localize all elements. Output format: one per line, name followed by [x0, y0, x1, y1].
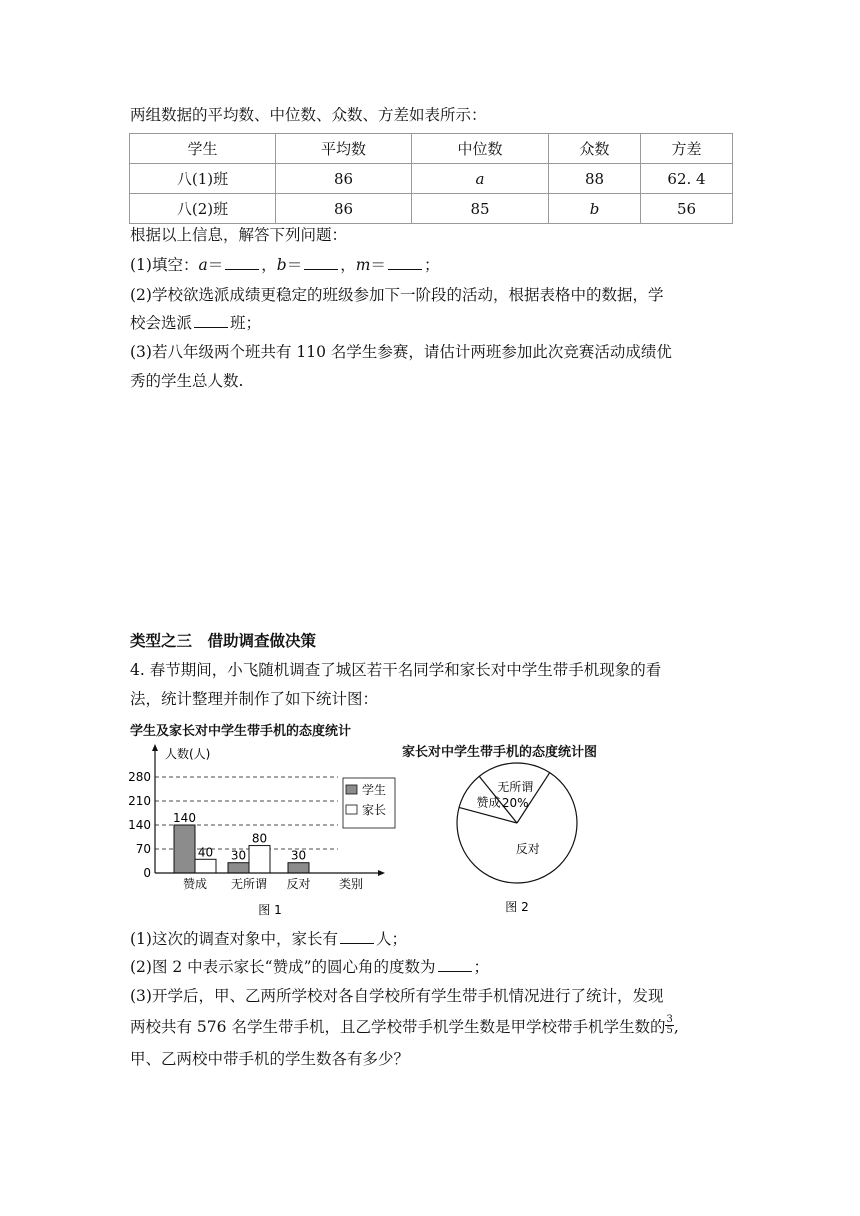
bar-value-label: 40 [197, 845, 214, 860]
answer-blank[interactable] [194, 313, 228, 328]
pie-slice-label: 赞成 [476, 795, 501, 810]
problem-4-line-1: 4. 春节期间，小飞随机调查了城区若干名同学和家长对中学生带手机现象的看 [130, 661, 662, 679]
fraction-denominator: 5 [666, 1024, 673, 1036]
bar [174, 825, 195, 873]
pie-chart [445, 760, 595, 920]
pie-slice-label: 反对 [515, 842, 540, 857]
bar [195, 859, 216, 873]
x-tick-label: 反对 [286, 877, 311, 891]
table-cell: 88 [549, 164, 641, 194]
question-4-3-line-3: 甲、乙两校中带手机的学生数各有多少？ [130, 1050, 410, 1068]
q1-prefix: (1)填空： [130, 256, 199, 274]
pie-slice-label: 无所谓 [497, 780, 534, 795]
question-4-3-line-1: (3)开学后，甲、乙两所学校对各自学校所有学生带手机情况进行了统计，发现 [130, 987, 664, 1005]
y-tick-label: 70 [135, 842, 151, 856]
table-row [130, 164, 733, 194]
question-4-1 [130, 928, 407, 950]
figure-1-caption: 图 1 [258, 903, 282, 917]
figure-2-caption: 图 2 [505, 900, 529, 914]
question-4-3-line-2 [130, 1013, 679, 1039]
x-tick-label: 赞成 [182, 877, 208, 891]
table-header: 方差 [641, 134, 733, 164]
bar [249, 846, 270, 873]
pie-chart-title: 家长对中学生带手机的态度统计图 [402, 745, 598, 760]
pie-slice-value-label: 20% [501, 796, 529, 811]
intro-text: 两组数据的平均数、中位数、众数、方差如表所示： [130, 106, 487, 124]
table-cell: 86 [276, 164, 412, 194]
y-axis-arrow-icon [152, 744, 158, 751]
y-axis-label: 人数(人) [165, 747, 211, 761]
table-header: 中位数 [412, 134, 549, 164]
table-cell: 86 [276, 194, 412, 224]
bar-value-label: 30 [290, 848, 307, 863]
table-header: 众数 [549, 134, 641, 164]
table-cell: b [549, 194, 641, 224]
q4-3-text: 两校共有 576 名学生带手机，且乙学校带手机学生数是甲学校带手机学生数的 [130, 1018, 666, 1036]
answer-blank[interactable] [438, 957, 472, 972]
answer-blank[interactable] [388, 255, 422, 270]
bar-value-label: 80 [251, 831, 268, 846]
legend-label-parent: 家长 [362, 803, 387, 817]
separator: ， [261, 256, 277, 274]
table-header: 平均数 [276, 134, 412, 164]
table-cell: 62. 4 [641, 164, 733, 194]
question-4-2 [130, 956, 489, 978]
table-cell: 八(2)班 [130, 194, 276, 224]
question-intro: 根据以上信息，解答下列问题： [130, 226, 348, 244]
table-cell: 85 [412, 194, 549, 224]
legend-swatch-parent [346, 805, 357, 814]
fraction-numerator: 3 [666, 1013, 673, 1025]
table-header-row [130, 134, 733, 164]
bar [288, 863, 309, 873]
y-tick-label: 0 [143, 866, 151, 880]
x-axis-label: 类别 [339, 877, 364, 891]
bar [228, 863, 249, 873]
var-a: a [198, 256, 208, 274]
equals: ＝ [370, 256, 386, 274]
question-2-line-2 [130, 312, 261, 334]
q2-text: 班； [230, 314, 262, 332]
q4-2-text: (2)图 2 中表示家长“赞成”的圆心角的度数为 [130, 958, 436, 976]
table-cell: 56 [641, 194, 733, 224]
bar-value-label: 30 [230, 848, 247, 863]
bar-value-label: 140 [173, 811, 196, 825]
table-header: 学生 [130, 134, 276, 164]
q2-text: 校会选派 [130, 314, 193, 332]
legend-label-student: 学生 [362, 783, 387, 797]
question-2-line-1: (2)学校欲选派成绩更稳定的班级参加下一阶段的活动，根据表格中的数据，学 [130, 286, 664, 304]
answer-blank[interactable] [225, 255, 259, 270]
problem-4-line-2: 法，统计整理并制作了如下统计图： [130, 690, 379, 708]
var-m: m [355, 256, 371, 274]
y-tick-label: 140 [128, 818, 151, 832]
bar-chart [125, 742, 410, 922]
stats-table [129, 133, 733, 224]
table-cell: 八(1)班 [130, 164, 276, 194]
bar-chart-title: 学生及家长对中学生带手机的态度统计 [130, 724, 352, 739]
q4-1-text: (1)这次的调查对象中，家长有 [130, 930, 338, 948]
equals: ＝ [207, 256, 224, 274]
section-title: 类型之三 借助调查做决策 [130, 632, 317, 650]
table-cell: a [412, 164, 549, 194]
var-b: b [276, 256, 287, 274]
q4-3-punct: , [673, 1018, 679, 1036]
x-tick-label: 无所谓 [230, 877, 268, 891]
legend-swatch-student [346, 785, 357, 794]
q1-end: ； [423, 256, 440, 274]
fraction [665, 1015, 673, 1036]
equals: ＝ [286, 256, 303, 274]
answer-blank[interactable] [304, 255, 338, 270]
q4-2-text: ； [473, 958, 490, 976]
y-tick-label: 210 [128, 794, 151, 808]
table-row [130, 194, 733, 224]
answer-blank[interactable] [340, 929, 374, 944]
x-axis-arrow-icon [378, 870, 385, 876]
question-1 [130, 254, 439, 276]
question-3-line-1: (3)若八年级两个班共有 110 名学生参赛，请估计两班参加此次竞赛活动成绩优 [130, 343, 672, 361]
question-3-line-2: 秀的学生总人数. [130, 372, 244, 390]
separator: ， [340, 256, 356, 274]
y-tick-label: 280 [128, 770, 151, 784]
q4-1-text: 人； [375, 930, 407, 948]
